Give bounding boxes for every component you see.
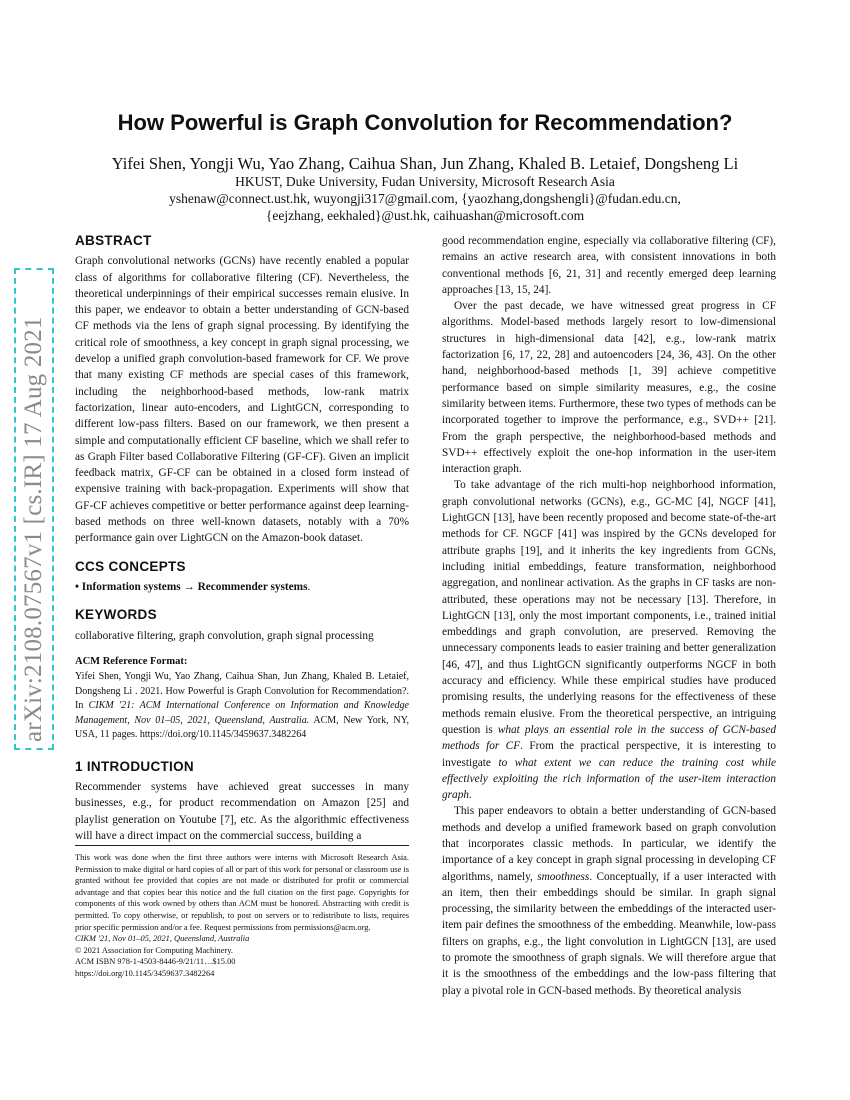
intro-paragraph-4 xyxy=(442,803,776,999)
p3-part-c: . xyxy=(469,789,472,802)
ccs-concepts xyxy=(75,579,409,595)
keywords-heading: KEYWORDS xyxy=(75,607,157,623)
footnote-venue: CIKM '21, Nov 01–05, 2021, Queensland, Australia xyxy=(75,934,250,944)
ccs-heading: CCS CONCEPTS xyxy=(75,558,186,574)
p3-italic-1: what plays an essential role in the success of GCN-based methods for CF xyxy=(442,723,776,753)
footnote-permission-text: This work was done when the first three authors were interns with Microsoft Research Asia. Permission to make digital or hard copies of all or part of this work for personal or classroom use is granted without fee provided that copies are not made or distributed for profit or commercial advantage and that copies bear this notice and the full citation on the first page. Copyrights for components of this work owned by others than ACM must be honored. Abstracting with credit is permitted. To copy otherwise, or republish, to post on servers or to redistribute to lists, requires prior specific permission and/or a fee. Request permissions from permissions@acm.org. xyxy=(75,853,409,932)
acm-ref-heading: ACM Reference Format: xyxy=(75,655,188,667)
keywords-section xyxy=(75,607,409,644)
right-column xyxy=(442,233,776,999)
p3-part-b: . From the practical perspective, it is interesting to investigate xyxy=(442,740,776,769)
p3-part-a: To take advantage of the rich multi-hop neighborhood information, graph convolutional networks (GCNs), e.g., GC-MC [4], NGCF [41], LightGCN [13], have been recently proposed and become state-of-the-art methods for CF. NGCF [41] was inspired by the GCNs developed for attribute graphs [19], and it inherits the key ingredients from GCNs, including initial embeddings, feature transformation, neighborhood aggregation, and nonlinear activation. As the graphs in CF tasks are non-attributed, these operations may not be necessary [13]. Therefore, in LightGCN [13], only the most important components, i.e., trained initial embeddings and graph convolution, are preserved. Removing the unnecessary components leads to easier training and better generalization [46, 47], and thus LightGCN significantly outperforms NGCF in both accuracy and efficiency. While these empirical studies have produced promising results, the underlying reasons for the effectiveness of these methods remain elusive. From the theoretical perspective, an intriguing question is xyxy=(442,479,776,736)
p4-part-a: This paper endeavors to obtain a better understanding of GCN-based methods and develop a unified framework based on graph convolution that incorporates classic methods. In particular, we identify the importance of a key concept in graph signal processing in developing CF algorithms, namely, xyxy=(442,805,776,883)
emails-line-1: yshenaw@connect.ust.hk, wuyongji317@gmail.com, {yaozhang,dongshengli}@fudan.edu.cn, xyxy=(169,191,681,206)
acm-ref-venue: CIKM '21: ACM International Conference on Information and Knowledge Management, Nov 01–05, 2021, Queensland, Australia. xyxy=(75,700,409,726)
introduction-section xyxy=(75,759,409,844)
affiliation-block xyxy=(0,173,850,224)
footnote-doi: https://doi.org/10.1145/3459637.3482264 xyxy=(75,968,215,978)
abstract-heading: ABSTRACT xyxy=(75,233,152,248)
ccs-concept-end: . xyxy=(307,580,311,593)
introduction-heading: 1 INTRODUCTION xyxy=(75,758,194,774)
footnote-isbn: ACM ISBN 978-1-4503-8446-9/21/11…$15.00 xyxy=(75,957,236,967)
abstract-text: Graph convolutional networks (GCNs) have recently enabled a popular class of algorithms for collaborative filtering (CF). Nevertheless, the theoretical underpinnings of their empirical successes remain elusive. In this paper, we endeavor to obtain a better understanding of GCN-based CF methods via the lens of graph signal processing. By identifying the critical role of smoothness, a key concept in graph signal processing, we develop a unified graph convolution-based framework for CF. We prove that many existing CF methods are special cases of this framework, including the neighborhood-based methods, low-rank matrix factorization, linear auto-encoders, and LightGCN, corresponding to different low-pass filters. Based on our framework, we then present a simple and computationally efficient CF baseline, which we shall refer to as Graph Filter based Collaborative Filtering (GF-CF). Given an implicit feedback matrix, GF-CF can be obtained in a closed form instead of expensive training with back-propagation. Experiments will show that GF-CF achieves competitive or better performance against deep learning-based methods on three well-known datasets, notably with a 70% performance gain over LightGCN on the Amazon-book dataset. xyxy=(75,255,409,545)
p4-part-b: . Conceptually, if a user interacted with an item, then their embeddings should be similar. In graph signal processing, the similarity between the embeddings of the interacted user-item pair defines the smoothness of the embedding. Meanwhile, low-pass filters on graphs, e.g., the light convolution in LightGCN [13], are used to promote the smoothness of graph signals. We will therefore argue that it is the smoothness of the embeddings and the low-pass filtering that play a pivotal role in GCN-based methods. By theoretical analysis xyxy=(442,870,776,997)
ccs-concept-line: • Information systems → Recommender systems xyxy=(75,580,308,593)
left-column xyxy=(75,233,409,844)
author-list: Yifei Shen, Yongji Wu, Yao Zhang, Caihua Shan, Jun Zhang, Khaled B. Letaief, Dongsheng Li xyxy=(111,154,739,173)
p4-italic: smoothness xyxy=(537,870,590,883)
affiliations: HKUST, Duke University, Fudan University, Microsoft Research Asia xyxy=(235,174,615,189)
paper-title: How Powerful is Graph Convolution for Recommendation? xyxy=(117,110,733,135)
intro-paragraph-1-cont: good recommendation engine, especially via collaborative filtering (CF), remains an active research area, with consistent innovations in both conventional methods [6, 21, 31] and recently emerged deep learning approaches [13, 15, 24]. xyxy=(442,235,776,296)
arxiv-identifier: arXiv:2108.07567v1 [cs.IR] 17 Aug 2021 xyxy=(20,316,47,742)
intro-paragraph-1: Recommender systems have achieved great successes in many businesses, e.g., for product recommendation on Amazon [25] and playlist generation on Youtube [7], etc. As the algorithmic effectiveness will have a direct impact on the commercial success, building a xyxy=(75,780,409,842)
acm-ref-part-1: Yifei Shen, Yongji Wu, Yao Zhang, Caihua Shan, Jun Zhang, Khaled B. Letaief, Dongsheng Li . 2021. How Powerful is Graph Convolution for Recommendation?. In xyxy=(75,671,409,712)
intro-paragraph-2: Over the past decade, we have witnessed great progress in CF algorithms. Model-based methods largely resort to low-dimensional structures in high-dimensional data [42], e.g., low-rank matrix factorization [6, 17, 22, 28] and autoencoders [24, 36, 43]. On the other hand, neighborhood-based methods [1, 39] achieve competitive performance based on simple similarity measures, e.g., the cosine similarity between items. Furthermore, these two types of methods can be incorporated together to improve the performance, e.g., SVD++ [21]. From the graph perspective, the neighborhood-based methods and SVD++ effectively exploit the one-hop information in the user-item interaction graph. xyxy=(442,300,776,476)
acm-ref-text xyxy=(75,670,409,743)
ccs-section xyxy=(75,559,409,596)
p3-italic-2: to what extent we can reduce the training cost while effectively exploiting the rich information of the user-item interaction graph xyxy=(442,756,776,802)
footnote-block xyxy=(75,845,409,980)
footnote-copyright: © 2021 Association for Computing Machinery. xyxy=(75,945,233,955)
keywords-text: collaborative filtering, graph convolution, graph signal processing xyxy=(75,629,374,642)
acm-ref-part-2: ACM, New York, NY, USA, 11 pages. https://doi.org/10.1145/3459637.3482264 xyxy=(75,714,409,741)
intro-paragraph-3 xyxy=(442,477,776,803)
emails-line-2: {eejzhang, eekhaled}@ust.hk, caihuashan@microsoft.com xyxy=(265,208,585,223)
